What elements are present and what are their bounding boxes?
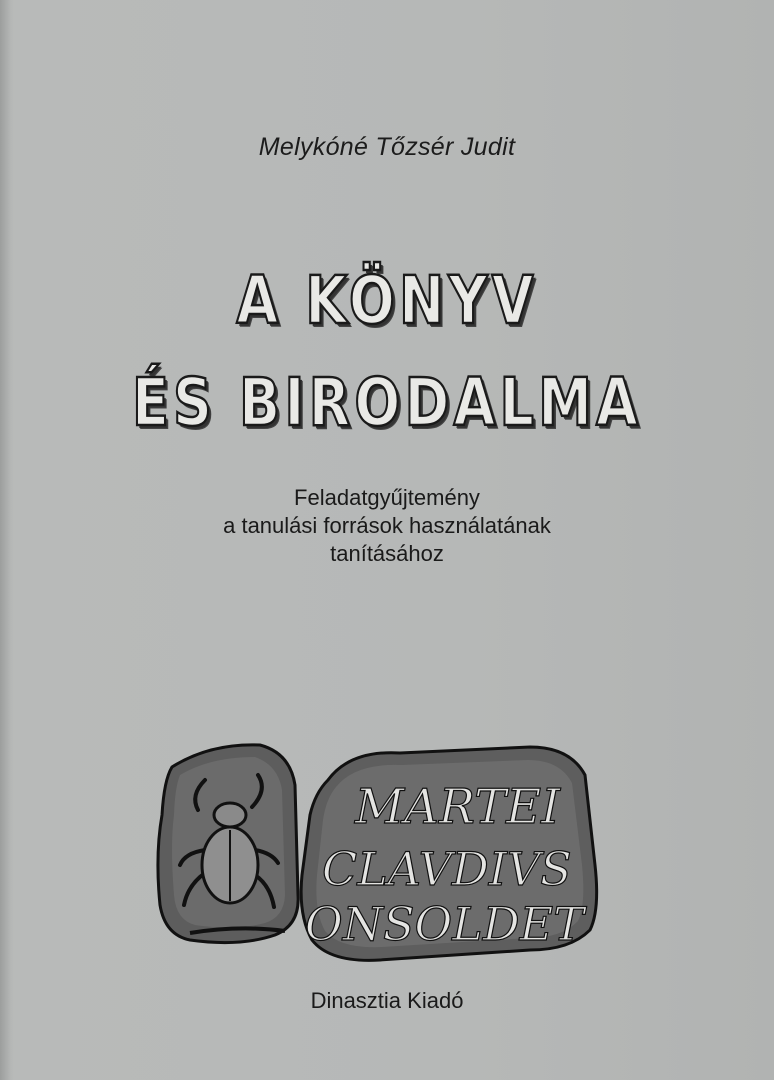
inscription-line-1: MARTEI [355, 779, 561, 835]
inscription-line-2: CLAVDIVS [322, 842, 572, 896]
title-line-1: A KÖNYV [236, 262, 538, 339]
subtitle-line-2: a tanulási források használatának [223, 513, 551, 538]
scarab-stone-icon [158, 745, 298, 943]
cover-illustration [150, 735, 620, 975]
inscription-line-3: ONSOLDET [305, 897, 584, 951]
title-line-2: ÉS BIRODALMA [131, 364, 643, 441]
author-name: Melykóné Tőzsér Judit [258, 133, 516, 161]
publisher-name: Dinasztia Kiadó [310, 988, 464, 1013]
subtitle-line-1: Feladatgyűjtemény [294, 485, 480, 510]
subtitle-line-3: tanításához [330, 541, 444, 566]
inscribed-stone-tablet [301, 747, 597, 960]
subtitle [0, 484, 774, 568]
